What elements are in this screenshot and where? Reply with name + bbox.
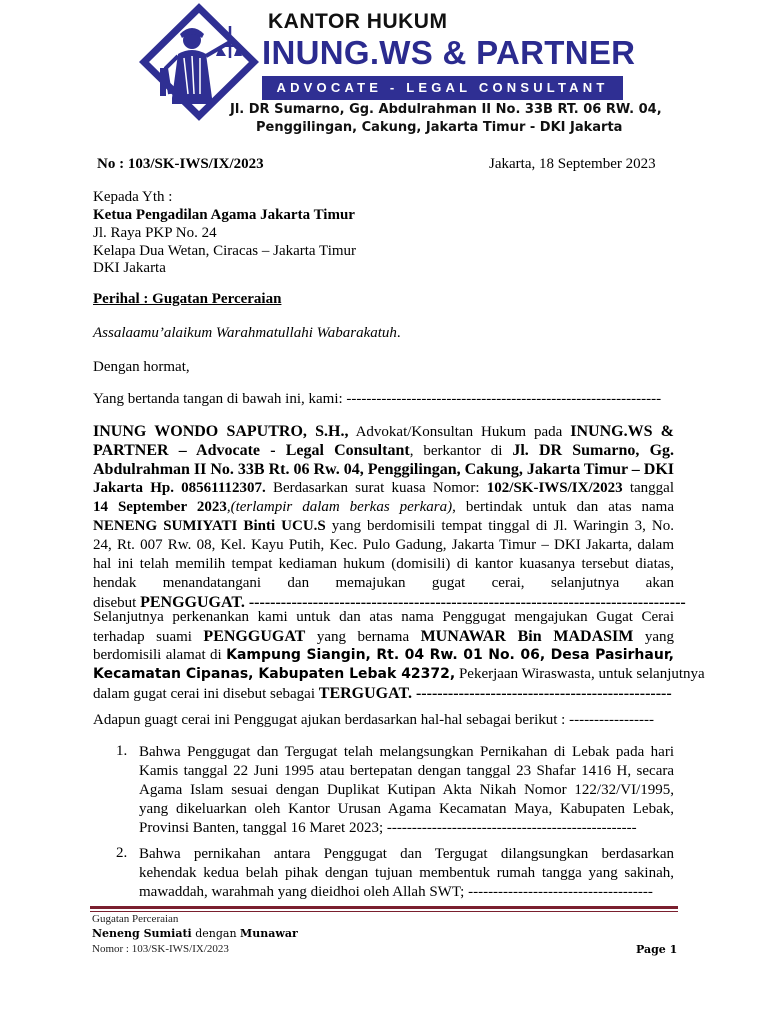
para1-line: hal ini telah memilih tempat kediaman hukum (domisili) di kantor kuasanya tersebut diatas, — [93, 556, 674, 572]
item-line: Bahwa Penggugat dan Tergugat telah melangsungkan Pernikahan di Lebak pada hari — [139, 744, 674, 760]
para2-line: berdomisili alamat di Kampung Siangin, Rt. 04 Rw. 01 No. 06, Desa Pasirhaur, — [93, 647, 674, 663]
footer-rule-thin — [90, 911, 678, 912]
letter-number: No : 103/SK-IWS/IX/2023 — [97, 156, 264, 172]
para2-line: Selanjutnya perkenankan kami untuk dan atas nama Penggugat mengajukan Gugat Cerai — [93, 609, 674, 625]
paragraph-defendant — [93, 608, 705, 703]
recipient-line-1: Jl. Raya PKP No. 24 — [93, 225, 217, 241]
letterhead-address-1: Jl. DR Sumarno, Gg. Abdulrahman II No. 33B RT. 06 RW. 04, — [230, 102, 662, 117]
para1-line: 14 September 2023,(terlampir dalam berkas perkara), bertindak untuk dan atas nama — [93, 499, 674, 515]
letter-date: Jakarta, 18 September 2023 — [489, 156, 656, 172]
opening: Dengan hormat, — [93, 359, 190, 375]
page-number: Page 1 — [636, 943, 678, 956]
item-number: 2. — [116, 845, 128, 861]
item-line: mawaddah, warahmah yang dieidhoi oleh Allah SWT; ------------------------------------- — [139, 884, 653, 900]
para2-line: dalam gugat cerai ini disebut sebagai TERGUGAT. ------------------------------------------------ — [93, 685, 672, 702]
para1-line: Abdulrahman II No. 33B Rt. 06 Rw. 04, Penggilingan, Cakung, Jakarta Timur – DKI — [93, 461, 674, 478]
greeting — [93, 324, 401, 342]
paragraph-advocate — [93, 422, 686, 612]
list-item — [139, 743, 674, 838]
item-line: Kamis tanggal 22 Juni 1995 atau bertepatan dengan tanggal 23 Shafar 1416 H, secara — [139, 763, 674, 779]
para2-line: Kecamatan Cipanas, Kabupaten Lebak 42372, Pekerjaan Wiraswasta, untuk selanjutnya — [93, 666, 705, 682]
letterhead-firm-name: INUNG.WS & PARTNER — [262, 34, 636, 71]
para1-line: Jakarta Hp. 08561112307. Berdasarkan surat kuasa Nomor: 102/SK-IWS/IX/2023 tanggal — [93, 480, 675, 496]
item-line: Bahwa pernikahan antara Penggugat dan Tergugat dilangsungkan berdasarkan — [139, 846, 674, 862]
para1-line: disebut PENGGUGAT. ---------------------------------------------------------------------------------- — [93, 594, 686, 611]
item-number: 1. — [116, 743, 128, 759]
footer-doc-title: Gugatan Perceraian — [92, 913, 179, 925]
list-item — [139, 845, 674, 902]
recipient-salutation: Kepada Yth : — [93, 189, 173, 205]
greeting-text: Assalaamu’alaikum Warahmatullahi Wabarakatuh — [93, 325, 397, 341]
item-line: Provinsi Banten, tanggal 16 Maret 2023; -------------------------------------------------- — [139, 820, 637, 836]
para1-line: NENENG SUMIYATI Binti UCU.S yang berdomisili tempat tinggal di Jl. Waringin 3, No. — [93, 518, 674, 534]
item-line: Agama Islam sesuai dengan Duplikat Kutipan Akta Nikah Nomor 122/32/VI/1995, — [139, 782, 674, 798]
footer-parties: Neneng Sumiati dengan Munawar — [92, 927, 298, 940]
item-line: kehendak kedua belah pihak dengan tujuan membentuk rumah tangga yang sakinah, — [139, 865, 674, 881]
para1-line: INUNG WONDO SAPUTRO, S.H., Advokat/Konsultan Hukum pada INUNG.WS & — [93, 423, 674, 440]
letter-subject: Perihal : Gugatan Perceraian — [93, 291, 282, 307]
intro-line: Yang bertanda tangan di bawah ini, kami: --------------------------------------------------------------- — [93, 391, 662, 407]
para1-line: hendak menandatangani dan memajukan gugat cerai, selanjutnya akan — [93, 575, 674, 591]
para1-line: PARTNER – Advocate - Legal Consultant, berkantor di Jl. DR Sumarno, Gg. — [93, 442, 675, 459]
letterhead-tagline-bar: ADVOCATE - LEGAL CONSULTANT — [262, 76, 623, 100]
letterhead-line1: KANTOR HUKUM — [268, 10, 448, 33]
recipient-line-3: DKI Jakarta — [93, 260, 166, 276]
letterhead-address-2: Penggilingan, Cakung, Jakarta Timur - DKI Jakarta — [256, 120, 623, 135]
recipient-line-2: Kelapa Dua Wetan, Ciracas – Jakarta Timur — [93, 243, 357, 259]
recipient-name: Ketua Pengadilan Agama Jakarta Timur — [93, 207, 355, 223]
para2-line: terhadap suami PENGGUGAT yang bernama MUNAWAR Bin MADASIM yang — [93, 628, 674, 645]
item-line: yang dikeluarkan oleh Kantor Urusan Agama Kecamatan Maya, Kabupaten Lebak, — [139, 801, 674, 817]
greeting-period: . — [396, 325, 401, 341]
footer-rule — [90, 906, 678, 909]
basis-line: Adapun guagt cerai ini Penggugat ajukan berdasarkan hal-hal sebagai berikut : ----------------- — [93, 712, 654, 728]
footer-number: Nomor : 103/SK-IWS/IX/2023 — [92, 943, 229, 955]
para1-line: 24, Rt. 007 Rw. 08, Kel. Kayu Putih, Kec. Pulo Gadung, Jakarta Timur – DKI Jakarta, dalam — [93, 537, 674, 553]
